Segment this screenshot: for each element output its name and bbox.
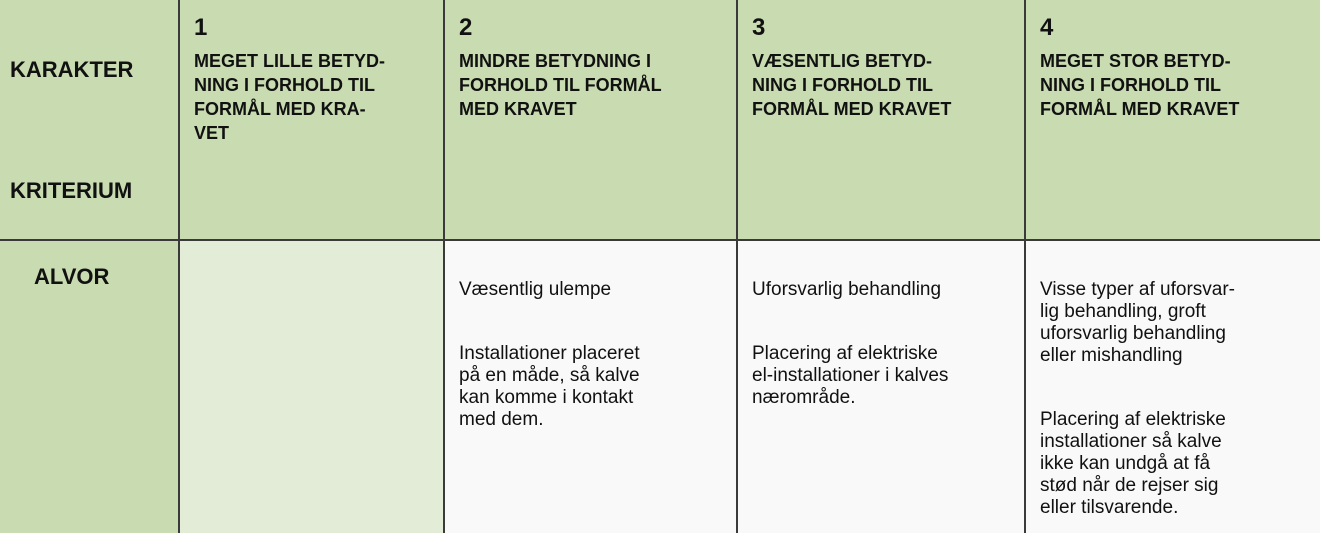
cell-paragraph: Væsentlig ulempe	[459, 279, 612, 300]
table-cell-col-3	[738, 241, 1026, 533]
table-cell-col-2	[445, 241, 738, 533]
karakter-label: KARAKTER	[10, 57, 134, 82]
cell-paragraph: Uforsvarlig behandling	[752, 279, 942, 300]
column-number: 4	[1040, 14, 1054, 41]
cell-paragraph: Visse typer af uforsvar- lig behandling, groft uforsvarlig behandling eller mishandling	[1040, 279, 1236, 366]
corner-header-cell	[0, 0, 180, 241]
column-number: 1	[194, 14, 208, 41]
row-label-cell	[0, 241, 180, 533]
cell-paragraph: Installationer placeret på en måde, så kalve kan komme i kontakt med dem.	[459, 343, 640, 430]
table-cell-col-1	[180, 241, 445, 533]
column-header-2	[445, 0, 738, 241]
table-cell-col-4	[1026, 241, 1320, 533]
column-header-3	[738, 0, 1026, 241]
cell-paragraph: Placering af elektriske installationer så kalve ikke kan undgå at få stød når de rejser sig eller tilsvarende.	[1040, 409, 1226, 518]
column-number: 2	[459, 14, 473, 41]
column-number: 3	[752, 14, 766, 41]
column-header-1	[180, 0, 445, 241]
column-heading: MINDRE BETYDNING I FORHOLD TIL FORMÅL MED KRAVET	[459, 51, 662, 119]
cell-paragraph: Placering af elektriske el-installationer i kalves nærområde.	[752, 343, 949, 408]
column-heading: MEGET LILLE BETYD- NING I FORHOLD TIL FORMÅL MED KRA- VET	[194, 51, 385, 143]
kriterium-label: KRITERIUM	[10, 178, 133, 203]
row-label: ALVOR	[34, 264, 110, 289]
column-heading: MEGET STOR BETYD- NING I FORHOLD TIL FORMÅL MED KRAVET	[1040, 51, 1240, 119]
column-header-4	[1026, 0, 1320, 241]
column-heading: VÆSENTLIG BETYD- NING I FORHOLD TIL FORMÅL MED KRAVET	[752, 51, 952, 119]
